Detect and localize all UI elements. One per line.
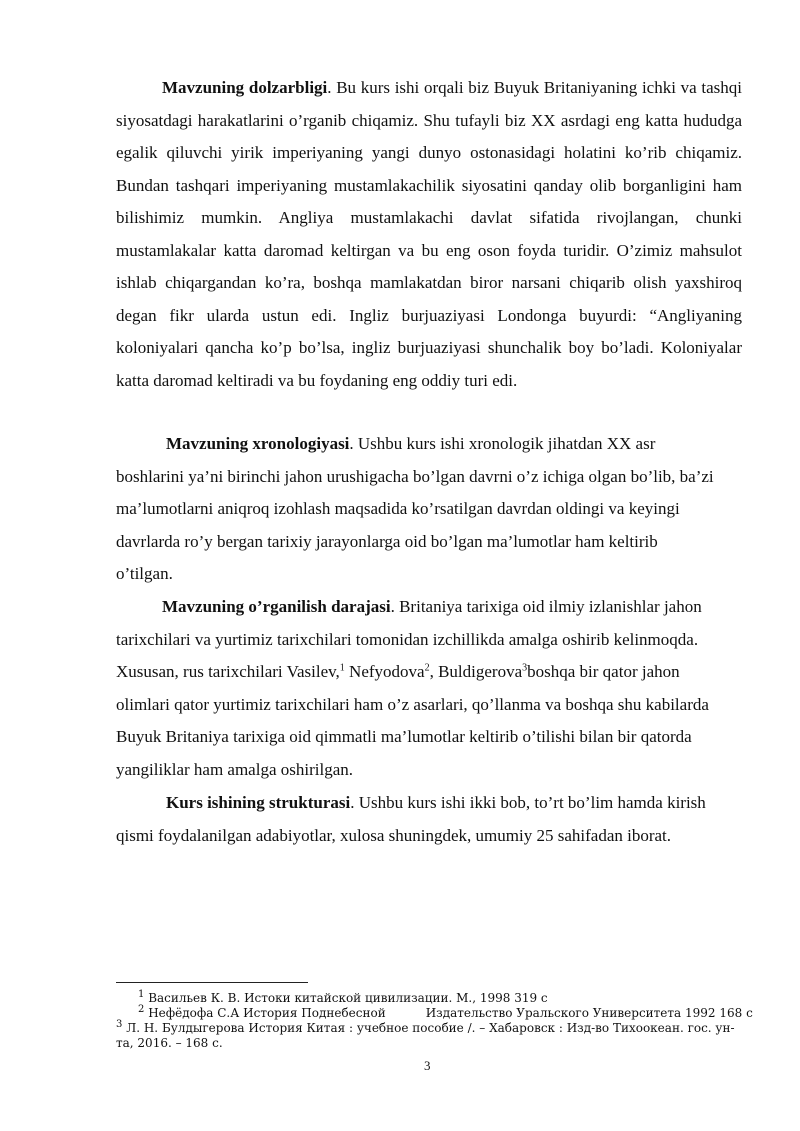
paragraph-text: , Buldigerova <box>429 662 523 681</box>
paragraph-relevance <box>116 72 742 397</box>
paragraph-text: Nefyodova <box>344 662 425 681</box>
heading-structure: Kurs ishining strukturasi <box>166 793 351 812</box>
paragraph-study-level <box>116 591 716 786</box>
paragraph-text: . Bu kurs ishi orqali biz Buyuk Britaniyaning ichki va tashqi siyosatdagi harakatlarini o’rganib chiqamiz. Shu tufayli biz XX asrdagi eng katta hududga egalik qiluvchi yirik imperiyaning yangi dunyo ostonasidagi holatini ko’rib chiqamiz. Bundan tashqari imperiyaning mustamlakachilik siyosatini qanday olib borganligini ham bilishimiz mumkin. Angliya mustamlakachi davlat sifatida rivojlangan, chunki mustamlakalar katta daromad keltirgan va bu eng oson foyda turidir. O’zimiz mahsulot ishlab chiqargandan ko’ra, boshqa mamlakatdan biror narsani chiqarib olish yaxshiroq degan fikr ularda ustun edi. Ingliz burjuaziyasi Londonga buyurdi: “Angliyaning koloniyalari qancha ko’p bo’lsa, ingliz burjuaziyasi shunchalik boy bo’ladi. Koloniyalar katta daromad keltiradi va bu foydaning eng oddiy turi edi. <box>116 78 742 390</box>
paragraph-text: . Ushbu kurs ishi ikki bob, to’rt bo’lim hamda kirish qismi foydalanilgan adabiyotlar, xulosa shuningdek, umumiy 25 sahifadan iborat. <box>116 793 706 845</box>
footnote-text: Л. Н. Булдыгерова История Китая : учебное пособие /. – Хабаровск : Изд-во Тихоокеан. гос. ун-та, 2016. – 168 с. <box>116 1021 735 1050</box>
footnote-2 <box>138 1006 753 1021</box>
footnote-text: Васильев К. В. Истоки китайской цивилизации. М., 1998 319 с <box>148 991 548 1005</box>
footnote-publisher: Издательство Уральского Университета 1992 168 с <box>425 1006 753 1020</box>
heading-relevance: Mavzuning dolzarbligi <box>162 78 328 97</box>
paragraph-text: . Britaniya tarixiga oid ilmiy izlanishlar jahon tarixchilari va yurtimiz tarixchilari tomonidan izchillikda amalga oshirib kelinmoqda. Xususan, rus tarixchilari Vasilev, <box>116 597 702 681</box>
footnote-text: Нефёдофа С.А История Поднебесной <box>148 1006 386 1020</box>
footnote-separator <box>116 982 308 983</box>
footnote-ref-3[interactable]: 3 <box>522 662 528 674</box>
footnote-3 <box>116 1021 748 1051</box>
footnote-mark: 2 <box>138 1004 145 1015</box>
footnote-ref-2[interactable]: 2 <box>424 662 430 674</box>
paragraph-text: boshqa bir qator jahon olimlari qator yurtimiz tarixchilari ham o’z asarlari, qo’llanma va boshqa shu kabilarda Buyuk Britaniya tarixiga oid qimmatli ma’lumotlar keltirib o’tilishi bilan bir qatorda yangiliklar ham amalga oshirilgan. <box>116 662 709 779</box>
paragraph-chronology <box>116 428 716 591</box>
footnote-ref-1[interactable]: 1 <box>339 662 345 674</box>
paragraph-structure <box>116 787 716 852</box>
heading-chronology: Mavzuning xronologiyasi <box>166 434 350 453</box>
heading-study-level: Mavzuning o’rganilish darajasi <box>162 597 391 616</box>
footnote-mark: 3 <box>116 1019 123 1030</box>
footnote-mark: 1 <box>138 989 145 1000</box>
paragraph-text: . Ushbu kurs ishi xronologik jihatdan XX asr boshlarini ya’ni birinchi jahon urushigacha bo’lgan davrni o’z ichiga olgan bo’lib, ba’zi ma’lumotlarni aniqroq izohlash maqsadida ko’rsatilgan davrdan oldingi va keyingi davrlarda ro’y bergan tarixiy jarayonlarga oid bo’lgan ma’lumotlar ham keltirib o’tilgan. <box>116 434 714 583</box>
footnote-1 <box>138 991 548 1006</box>
page-number: 3 <box>424 1058 431 1073</box>
